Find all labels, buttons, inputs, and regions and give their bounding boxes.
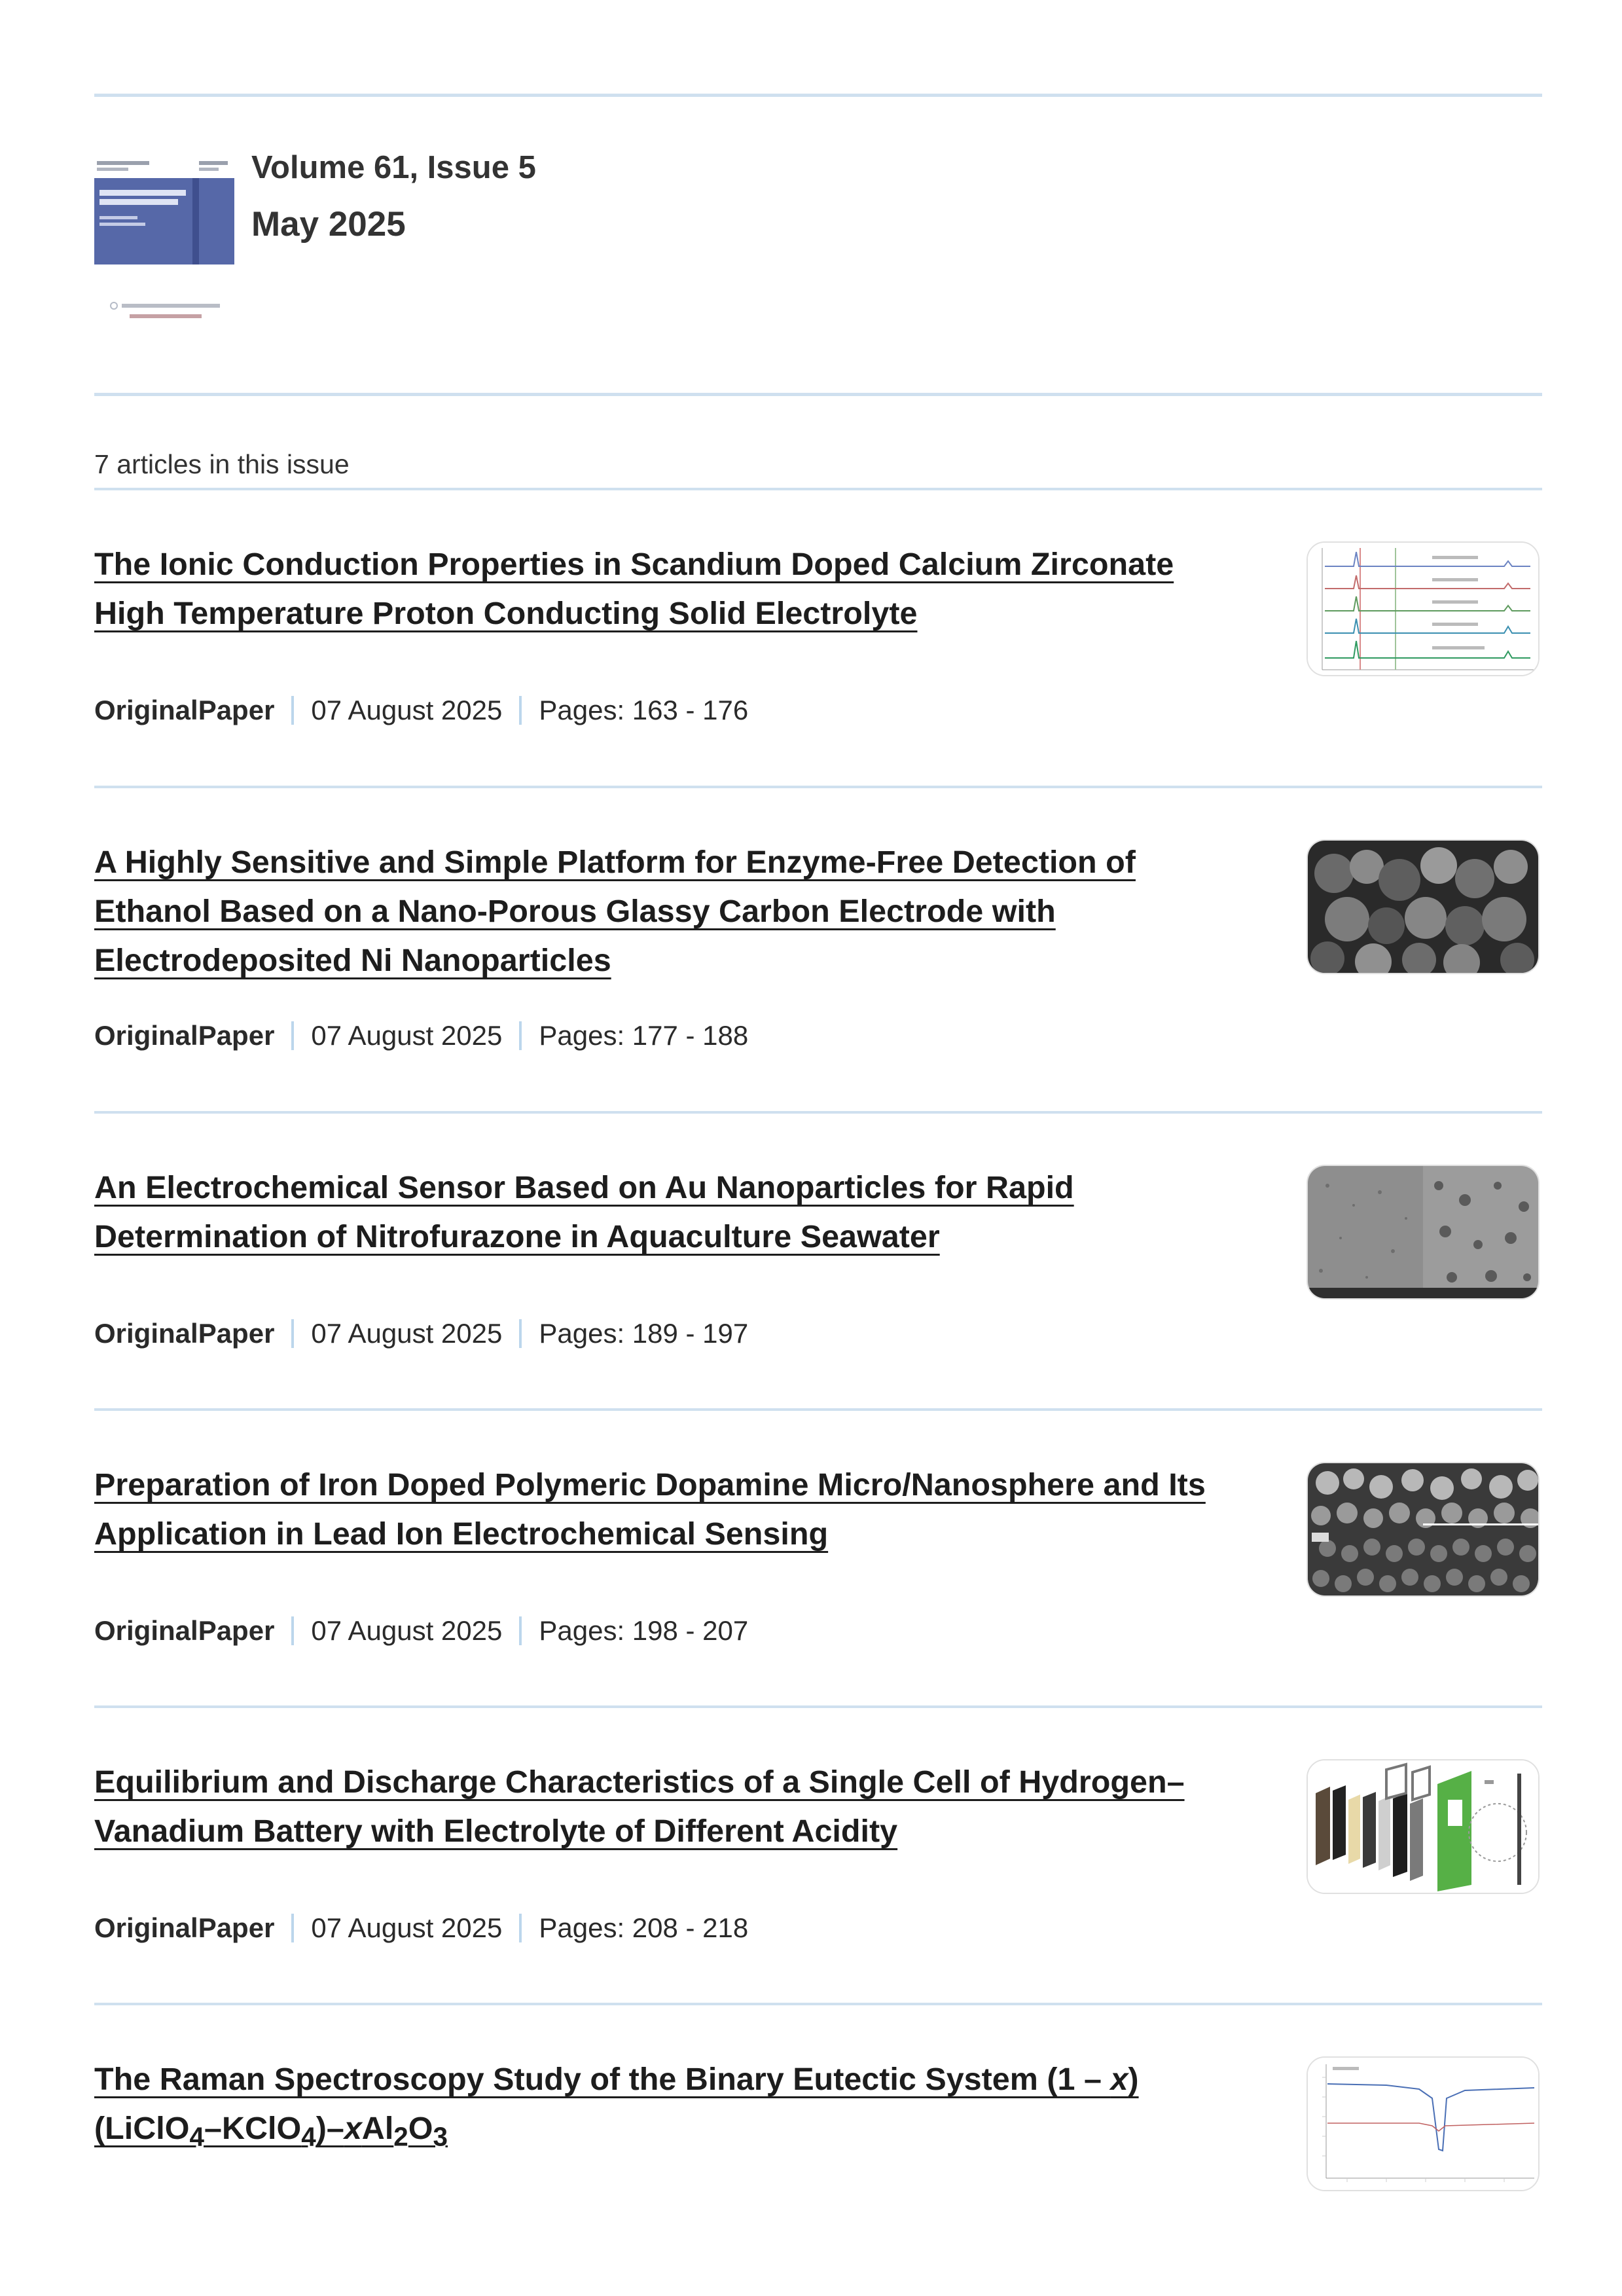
article-title: [94, 1163, 1246, 1262]
article-meta: [94, 1615, 748, 1647]
article-count: 7 articles in this issue: [94, 449, 350, 479]
article-type: OriginalPaper: [94, 1020, 275, 1051]
article-pages: Pages: 198 - 207: [539, 1615, 749, 1646]
article-type: OriginalPaper: [94, 695, 275, 725]
article-title: [94, 838, 1246, 985]
article-thumbnail[interactable]: [1307, 839, 1540, 974]
article-divider: [94, 2003, 1542, 2005]
meta-separator: [291, 1021, 294, 1050]
meta-separator: [291, 1914, 294, 1942]
article-divider: [94, 1705, 1542, 1708]
article-title-link[interactable]: The Raman Spectroscopy Study of the Binary Eutectic System (1 – x) $(LiClO_4-KClO_4)-xAl_2O_3$: [94, 2062, 1139, 2152]
issue-date: May 2025: [251, 205, 406, 244]
article-type: OriginalPaper: [94, 1615, 275, 1646]
article-thumbnail[interactable]: [1307, 2056, 1540, 2191]
article-divider: [94, 1408, 1542, 1411]
meta-separator: [291, 1319, 294, 1348]
meta-separator: [519, 1616, 522, 1645]
article-title: [94, 1758, 1246, 1856]
article-date: 07 August 2025: [311, 695, 503, 725]
list-divider: [94, 488, 1542, 490]
meta-separator: [291, 696, 294, 725]
publisher-logo: [110, 300, 228, 323]
article-date: 07 August 2025: [311, 1020, 503, 1051]
article-type: OriginalPaper: [94, 1912, 275, 1943]
article-meta: [94, 1912, 748, 1944]
meta-separator: [291, 1616, 294, 1645]
article-type: OriginalPaper: [94, 1318, 275, 1349]
article-date: 07 August 2025: [311, 1912, 503, 1943]
article-meta: [94, 1020, 748, 1051]
meta-separator: [519, 1914, 522, 1942]
article-title: [94, 540, 1246, 638]
article-pages: Pages: 163 - 176: [539, 695, 749, 725]
meta-separator: [519, 696, 522, 725]
article-title-link[interactable]: A Highly Sensitive and Simple Platform for Enzyme-Free Detection of Ethanol Based on a Nano-Porous Glassy Carbon Electrode with Electrodeposited Ni Nanoparticles: [94, 845, 1136, 978]
article-date: 07 August 2025: [311, 1615, 503, 1646]
journal-cover-image[interactable]: [94, 157, 234, 334]
article-title-link[interactable]: An Electrochemical Sensor Based on Au Nanoparticles for Rapid Determination of Nitrofurazone in Aquaculture Seawater: [94, 1170, 1074, 1254]
article-pages: Pages: 189 - 197: [539, 1318, 749, 1349]
article-title-link[interactable]: Equilibrium and Discharge Characteristics of a Single Cell of Hydrogen–Vanadium Battery with Electrolyte of Different Acidity: [94, 1764, 1185, 1849]
article-thumbnail[interactable]: [1307, 1462, 1540, 1597]
article-pages: Pages: 177 - 188: [539, 1020, 749, 1051]
top-divider: [94, 94, 1542, 97]
article-thumbnail[interactable]: [1307, 1759, 1540, 1894]
article-divider: [94, 786, 1542, 788]
article-meta: [94, 1318, 748, 1349]
article-title-link[interactable]: The Ionic Conduction Properties in Scandium Doped Calcium Zirconate High Temperature Proton Conducting Solid Electrolyte: [94, 547, 1174, 631]
article-divider: [94, 1111, 1542, 1114]
meta-separator: [519, 1021, 522, 1050]
issue-volume: Volume 61, Issue 5: [251, 150, 536, 185]
article-title-link[interactable]: Preparation of Iron Doped Polymeric Dopamine Micro/Nanosphere and Its Application in Lead Ion Electrochemical Sensing: [94, 1467, 1206, 1552]
header-divider: [94, 393, 1542, 396]
article-thumbnail[interactable]: [1307, 1165, 1540, 1300]
article-title: [94, 2055, 1246, 2162]
article-title: [94, 1461, 1246, 1559]
article-meta: [94, 695, 748, 726]
article-thumbnail[interactable]: [1307, 541, 1540, 676]
meta-separator: [519, 1319, 522, 1348]
article-date: 07 August 2025: [311, 1318, 503, 1349]
article-pages: Pages: 208 - 218: [539, 1912, 749, 1943]
